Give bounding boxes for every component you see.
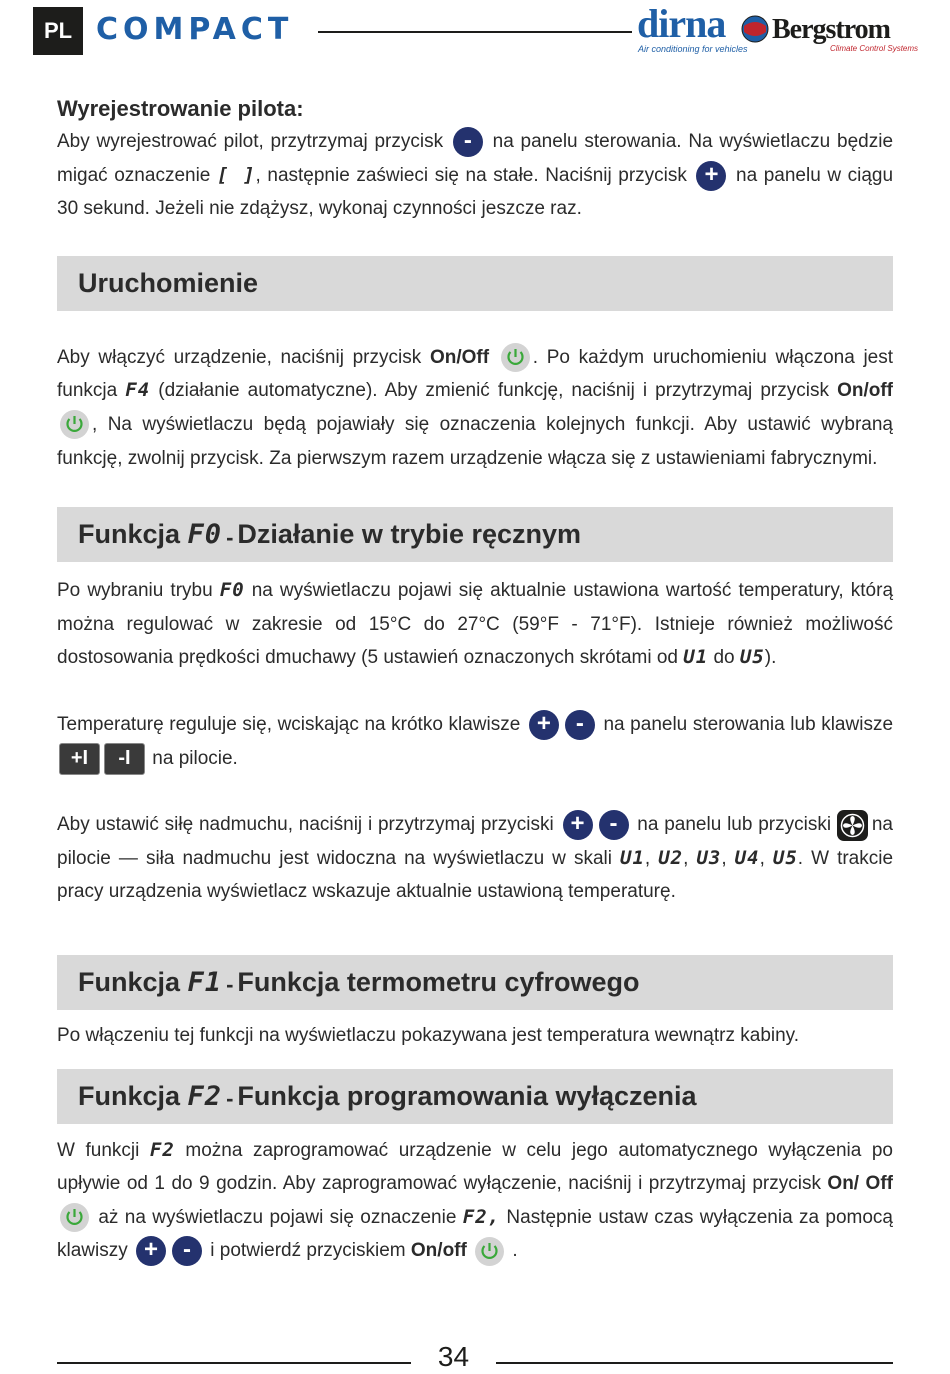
- function-code: F1: [187, 966, 223, 998]
- plus-button-icon: +: [563, 810, 593, 840]
- section-f1: Funkcja F1 - Funkcja termometru cyfrowego: [57, 955, 893, 1010]
- bergstrom-logo: Bergstrom: [772, 14, 890, 45]
- minus-button-icon: -: [565, 710, 595, 740]
- remote-minus-icon: -I: [104, 743, 145, 775]
- f0-paragraph-3: Aby ustawić siłę nadmuchu, naciśnij i przytrzymaj przyciski + - na panelu lub przyciski na pilocie — siła nadmuchu jest widoczna na wyświetlaczu w skali U1, U2, U3, U4, U5. W trakcie pracy urządzenia wyświetlacz wskazuje aktualnie ustawioną temperaturę.: [57, 810, 894, 903]
- display-code: F4: [125, 379, 151, 402]
- function-code: F2: [187, 1080, 223, 1112]
- page-number: 34: [437, 1341, 470, 1372]
- header-rule: [318, 31, 632, 33]
- footer-rule-right: [496, 1362, 893, 1364]
- f0-paragraph-1: Po wybraniu trybu F0 na wyświetlaczu pojawi się aktualnie ustawiona wartość temperatury, którą można regulować w zakresie od 15°C do 27°C (59°F - 71°F). Istnieje również możliwość dostosowania prędkości dmuchawy (5 ustawień oznaczonych skrótami od U1 do U5).: [57, 579, 894, 669]
- page-header: [0, 0, 950, 70]
- deregister-paragraph: Aby wyrejestrować pilot, przytrzymaj przycisk - na panelu sterowania. Na wyświetlaczu będzie migać oznaczenie [ ], następnie zaświeci się na stałe. Naciśnij przycisk + na panelu w ciągu 30 sekund. Jeżeli nie zdążysz, wykonaj czynności jeszcze raz.: [57, 126, 894, 220]
- f2-paragraph: W funkcji F2 można zaprogramować urządzenie w celu jego automatycznego wyłączenia po upływie od 1 do 9 godzin. Aby zaprogramować wyłączenie, naciśnij i przytrzymaj przycisk On/ Off aż na wyświetlaczu pojawi się oznaczenie F2, Następnie ustaw czas wyłączenia za pomocą klawiszy + - i potwierdź przyciskiem On/off .: [57, 1134, 893, 1268]
- footer-rule-left: [57, 1362, 411, 1364]
- startup-paragraph: Aby włączyć urządzenie, naciśnij przycisk On/Off . Po każdym uruchomieniu włączona jest funkcja F4 (działanie automatyczne). Aby zmienić funkcję, naciśnij i przytrzymaj przycisk On/off , Na wyświetlaczu będą pojawiały się oznaczenia kolejnych funkcji. Aby ustawić wybraną funkcję, zwolnij przycisk. Za pierwszym razem urządzenie włącza się z ustawieniami fabrycznymi.: [57, 341, 893, 475]
- plus-button-icon: +: [696, 161, 726, 191]
- section-title: Uruchomienie: [78, 267, 259, 298]
- power-button-icon: [475, 1237, 504, 1266]
- power-button-icon: [60, 1203, 89, 1232]
- f0-paragraph-2: Temperaturę reguluje się, wciskając na krótko klawisze + - na panelu sterowania lub klawisze +I -I na pilocie.: [57, 708, 893, 775]
- f1-paragraph: Po włączeniu tej funkcji na wyświetlaczu pokazywana jest temperatura wewnątrz kabiny.: [57, 1024, 800, 1046]
- plus-button-icon: +: [136, 1236, 166, 1266]
- deregister-heading: Wyrejestrowanie pilota:: [57, 96, 304, 121]
- section-f0: Funkcja F0 - Działanie w trybie ręcznym: [57, 507, 893, 562]
- minus-button-icon: -: [453, 127, 483, 157]
- section-startup: [57, 256, 893, 311]
- plus-button-icon: +: [529, 710, 559, 740]
- dirna-tagline: Air conditioning for vehicles: [638, 44, 748, 54]
- power-button-icon: [60, 410, 89, 439]
- section-f2: Funkcja F2 - Funkcja programowania wyłączenia: [57, 1069, 893, 1124]
- globe-icon: [740, 14, 770, 44]
- bergstrom-tagline: Climate Control Systems: [830, 44, 919, 53]
- display-code: [ ]: [216, 163, 256, 186]
- page-content: [57, 92, 893, 1268]
- minus-button-icon: -: [172, 1236, 202, 1266]
- dirna-logo: dirna: [637, 1, 726, 46]
- minus-button-icon: -: [599, 810, 629, 840]
- product-name: COMPACT: [96, 12, 294, 47]
- function-code: F0: [187, 519, 223, 551]
- remote-plus-icon: +I: [59, 743, 100, 775]
- fan-button-icon: [837, 810, 868, 841]
- language-badge: PL: [33, 7, 83, 55]
- power-button-icon: [501, 343, 530, 372]
